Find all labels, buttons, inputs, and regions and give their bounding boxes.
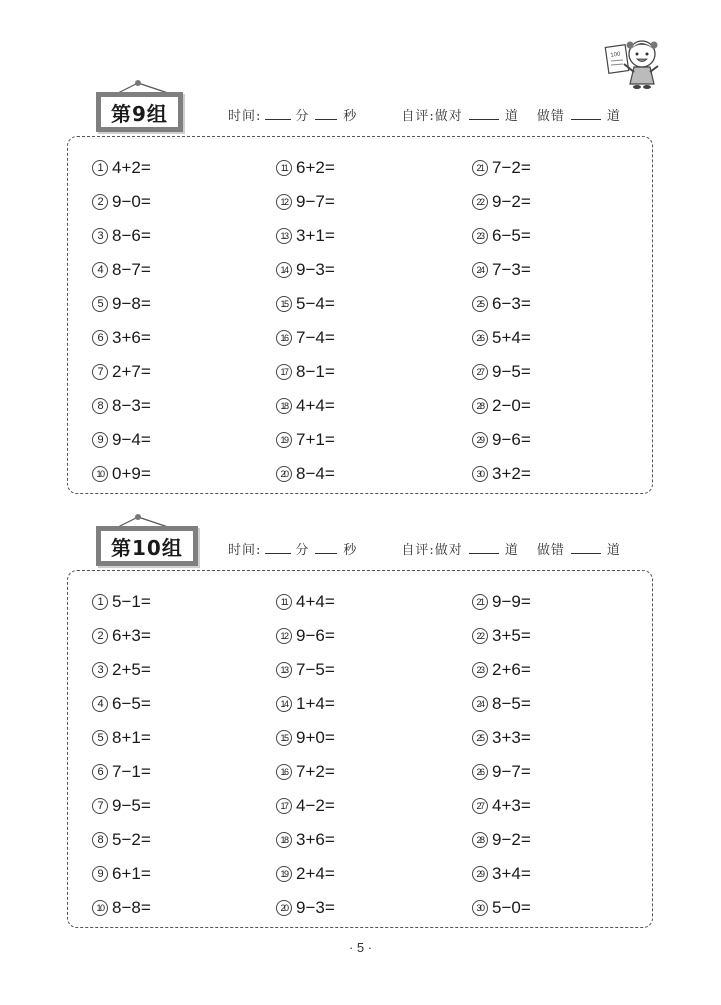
problem-number: 1 (92, 160, 108, 176)
problem-number: 30 (472, 900, 488, 916)
problem-item (276, 891, 335, 925)
second-blank[interactable] (315, 541, 337, 554)
problem-equation: 9+0= (296, 728, 335, 747)
problem-equation: 7+2= (296, 762, 335, 781)
problem-number: 23 (472, 662, 488, 678)
problem-number: 25 (472, 730, 488, 746)
problem-item (92, 789, 151, 823)
problem-item (472, 423, 531, 457)
problem-number: 30 (472, 466, 488, 482)
problem-item (472, 857, 531, 891)
second-label: 秒 (343, 109, 358, 124)
problem-item (92, 287, 151, 321)
problem-item (472, 789, 531, 823)
problem-item (472, 287, 531, 321)
problem-item (276, 687, 335, 721)
problem-number: 2 (92, 628, 108, 644)
problem-equation: 4+2= (112, 158, 151, 177)
problem-column-3 (472, 585, 531, 925)
problem-equation: 9−2= (492, 192, 531, 211)
problem-item (472, 355, 531, 389)
problem-equation: 9−3= (296, 898, 335, 917)
problem-equation: 8−4= (296, 464, 335, 483)
problem-number: 17 (276, 798, 292, 814)
problem-equation: 7+1= (296, 430, 335, 449)
problem-column-2 (276, 585, 335, 925)
wrong-count-blank[interactable] (571, 107, 601, 120)
problem-item (276, 755, 335, 789)
problem-number: 2 (92, 194, 108, 210)
problem-number: 10 (92, 466, 108, 482)
self-eval-label: 自评:做对 (401, 543, 463, 558)
problem-equation: 3+2= (492, 464, 531, 483)
problem-number: 28 (472, 832, 488, 848)
problem-equation: 6+2= (296, 158, 335, 177)
problem-equation: 2−0= (492, 396, 531, 415)
self-eval-label: 自评:做对 (401, 109, 463, 124)
problem-number: 6 (92, 330, 108, 346)
problem-number: 21 (472, 594, 488, 610)
problem-number: 5 (92, 730, 108, 746)
problem-item (276, 721, 335, 755)
problem-number: 19 (276, 432, 292, 448)
problem-item (472, 755, 531, 789)
problem-number: 8 (92, 832, 108, 848)
problem-equation: 3+5= (492, 626, 531, 645)
problem-number: 14 (276, 696, 292, 712)
problem-equation: 7−1= (112, 762, 151, 781)
problem-item (92, 653, 151, 687)
problem-equation: 3+3= (492, 728, 531, 747)
problem-equation: 5−4= (296, 294, 335, 313)
problem-number: 16 (276, 330, 292, 346)
problem-item (472, 891, 531, 925)
dao-label: 道 (504, 109, 519, 124)
problem-item (472, 721, 531, 755)
group-title: 第9组 (96, 92, 183, 132)
problem-equation: 8−1= (296, 362, 335, 381)
problem-number: 11 (276, 160, 292, 176)
problem-column-3 (472, 151, 531, 491)
problem-item (92, 457, 151, 491)
problem-item (92, 823, 151, 857)
problem-item (92, 253, 151, 287)
wrong-label: 做错 (536, 109, 565, 124)
problem-equation: 4−2= (296, 796, 335, 815)
problem-number: 9 (92, 866, 108, 882)
problem-number: 10 (92, 900, 108, 916)
problem-number: 28 (472, 398, 488, 414)
problem-number: 9 (92, 432, 108, 448)
problem-item (92, 423, 151, 457)
problem-number: 24 (472, 262, 488, 278)
problem-number: 29 (472, 866, 488, 882)
problem-item (276, 253, 335, 287)
wrong-count-blank[interactable] (571, 541, 601, 554)
minute-blank[interactable] (265, 107, 291, 120)
problem-number: 27 (472, 364, 488, 380)
problem-equation: 1+4= (296, 694, 335, 713)
problem-equation: 9−0= (112, 192, 151, 211)
problem-number: 20 (276, 900, 292, 916)
problem-equation: 5+4= (492, 328, 531, 347)
problem-column-2 (276, 151, 335, 491)
problem-item (276, 653, 335, 687)
page-number: · 5 · (348, 940, 373, 955)
problem-number: 17 (276, 364, 292, 380)
problem-item (92, 151, 151, 185)
correct-count-blank[interactable] (469, 107, 499, 120)
problem-number: 25 (472, 296, 488, 312)
problem-equation: 6−3= (492, 294, 531, 313)
minute-label: 分 (295, 543, 310, 558)
problem-item (92, 687, 151, 721)
problem-item (472, 321, 531, 355)
problem-equation: 0+9= (112, 464, 151, 483)
dao-label: 道 (504, 543, 519, 558)
problem-equation: 7−2= (492, 158, 531, 177)
record-line (228, 539, 621, 558)
problem-equation: 8−7= (112, 260, 151, 279)
problem-number: 4 (92, 262, 108, 278)
problem-item (472, 687, 531, 721)
problem-number: 18 (276, 832, 292, 848)
problem-equation: 9−5= (492, 362, 531, 381)
problem-item (276, 457, 335, 491)
problem-item (472, 185, 531, 219)
problem-equation: 9−7= (492, 762, 531, 781)
problem-equation: 9−5= (112, 796, 151, 815)
dao-label: 道 (606, 543, 621, 558)
problem-number: 23 (472, 228, 488, 244)
second-blank[interactable] (315, 107, 337, 120)
problem-equation: 5−1= (112, 592, 151, 611)
problem-number: 7 (92, 364, 108, 380)
problem-number: 1 (92, 594, 108, 610)
problem-item (92, 619, 151, 653)
record-line (228, 105, 621, 124)
problem-column-1 (92, 585, 151, 925)
problem-item (276, 619, 335, 653)
problem-equation: 9−2= (492, 830, 531, 849)
minute-blank[interactable] (265, 541, 291, 554)
problem-item (276, 389, 335, 423)
problem-equation: 3+4= (492, 864, 531, 883)
problem-equation: 5−2= (112, 830, 151, 849)
problem-equation: 9−7= (296, 192, 335, 211)
problem-number: 5 (92, 296, 108, 312)
problem-item (472, 151, 531, 185)
svg-text:100: 100 (610, 51, 621, 59)
problem-equation: 8−6= (112, 226, 151, 245)
problem-item (276, 585, 335, 619)
problem-equation: 7−5= (296, 660, 335, 679)
problem-equation: 8−3= (112, 396, 151, 415)
problem-equation: 2+4= (296, 864, 335, 883)
problem-number: 22 (472, 628, 488, 644)
problem-number: 16 (276, 764, 292, 780)
problem-number: 26 (472, 330, 488, 346)
problem-number: 12 (276, 194, 292, 210)
problem-item (276, 321, 335, 355)
problem-item (472, 457, 531, 491)
problem-equation: 4+4= (296, 396, 335, 415)
problem-item (92, 355, 151, 389)
problem-equation: 9−4= (112, 430, 151, 449)
problem-number: 18 (276, 398, 292, 414)
problem-equation: 4+3= (492, 796, 531, 815)
problem-equation: 2+6= (492, 660, 531, 679)
problem-equation: 9−9= (492, 592, 531, 611)
problem-item (92, 389, 151, 423)
problem-item (472, 653, 531, 687)
problems-box (67, 570, 653, 928)
cartoon-girl-holding-sign-icon (604, 30, 666, 92)
problem-equation: 7−3= (492, 260, 531, 279)
problem-item (276, 789, 335, 823)
problems-box (67, 136, 653, 494)
problem-item (276, 185, 335, 219)
problem-item (92, 219, 151, 253)
problem-equation: 6+3= (112, 626, 151, 645)
problem-number: 4 (92, 696, 108, 712)
problem-number: 21 (472, 160, 488, 176)
problem-item (472, 619, 531, 653)
problem-number: 24 (472, 696, 488, 712)
problem-item (472, 219, 531, 253)
problem-number: 6 (92, 764, 108, 780)
problem-equation: 3+6= (296, 830, 335, 849)
problem-item (472, 389, 531, 423)
problem-equation: 2+7= (112, 362, 151, 381)
problem-number: 14 (276, 262, 292, 278)
problem-item (276, 287, 335, 321)
problem-equation: 5−0= (492, 898, 531, 917)
problem-equation: 9−6= (492, 430, 531, 449)
problem-equation: 3+6= (112, 328, 151, 347)
problem-number: 12 (276, 628, 292, 644)
problem-number: 19 (276, 866, 292, 882)
problem-number: 3 (92, 228, 108, 244)
problem-equation: 8−5= (492, 694, 531, 713)
problem-item (276, 857, 335, 891)
group-title: 第10组 (96, 526, 198, 566)
problem-number: 26 (472, 764, 488, 780)
problem-number: 20 (276, 466, 292, 482)
problem-column-1 (92, 151, 151, 491)
problem-number: 11 (276, 594, 292, 610)
dao-label: 道 (606, 109, 621, 124)
problem-number: 29 (472, 432, 488, 448)
problem-equation: 4+4= (296, 592, 335, 611)
problem-item (92, 585, 151, 619)
problem-equation: 7−4= (296, 328, 335, 347)
problem-equation: 9−6= (296, 626, 335, 645)
problem-item (92, 721, 151, 755)
problem-item (276, 423, 335, 457)
problem-equation: 2+5= (112, 660, 151, 679)
problem-number: 13 (276, 662, 292, 678)
problem-item (276, 219, 335, 253)
problem-equation: 8−8= (112, 898, 151, 917)
problem-equation: 6+1= (112, 864, 151, 883)
problem-item (276, 823, 335, 857)
problem-number: 7 (92, 798, 108, 814)
problem-number: 27 (472, 798, 488, 814)
time-label: 时间: (228, 543, 262, 558)
problem-item (92, 185, 151, 219)
problem-item (276, 355, 335, 389)
problem-item (92, 891, 151, 925)
problem-number: 8 (92, 398, 108, 414)
problem-item (472, 585, 531, 619)
problem-number: 22 (472, 194, 488, 210)
problem-equation: 3+1= (296, 226, 335, 245)
time-label: 时间: (228, 109, 262, 124)
wrong-label: 做错 (536, 543, 565, 558)
problem-equation: 6−5= (492, 226, 531, 245)
minute-label: 分 (295, 109, 310, 124)
problem-item (276, 151, 335, 185)
problem-equation: 9−8= (112, 294, 151, 313)
problem-item (472, 253, 531, 287)
problem-number: 3 (92, 662, 108, 678)
problem-equation: 8+1= (112, 728, 151, 747)
problem-equation: 6−5= (112, 694, 151, 713)
problem-number: 15 (276, 296, 292, 312)
problem-equation: 9−3= (296, 260, 335, 279)
problem-item (92, 755, 151, 789)
problem-item (472, 823, 531, 857)
problem-number: 13 (276, 228, 292, 244)
correct-count-blank[interactable] (469, 541, 499, 554)
problem-item (92, 857, 151, 891)
problem-number: 15 (276, 730, 292, 746)
problem-item (92, 321, 151, 355)
second-label: 秒 (343, 543, 358, 558)
